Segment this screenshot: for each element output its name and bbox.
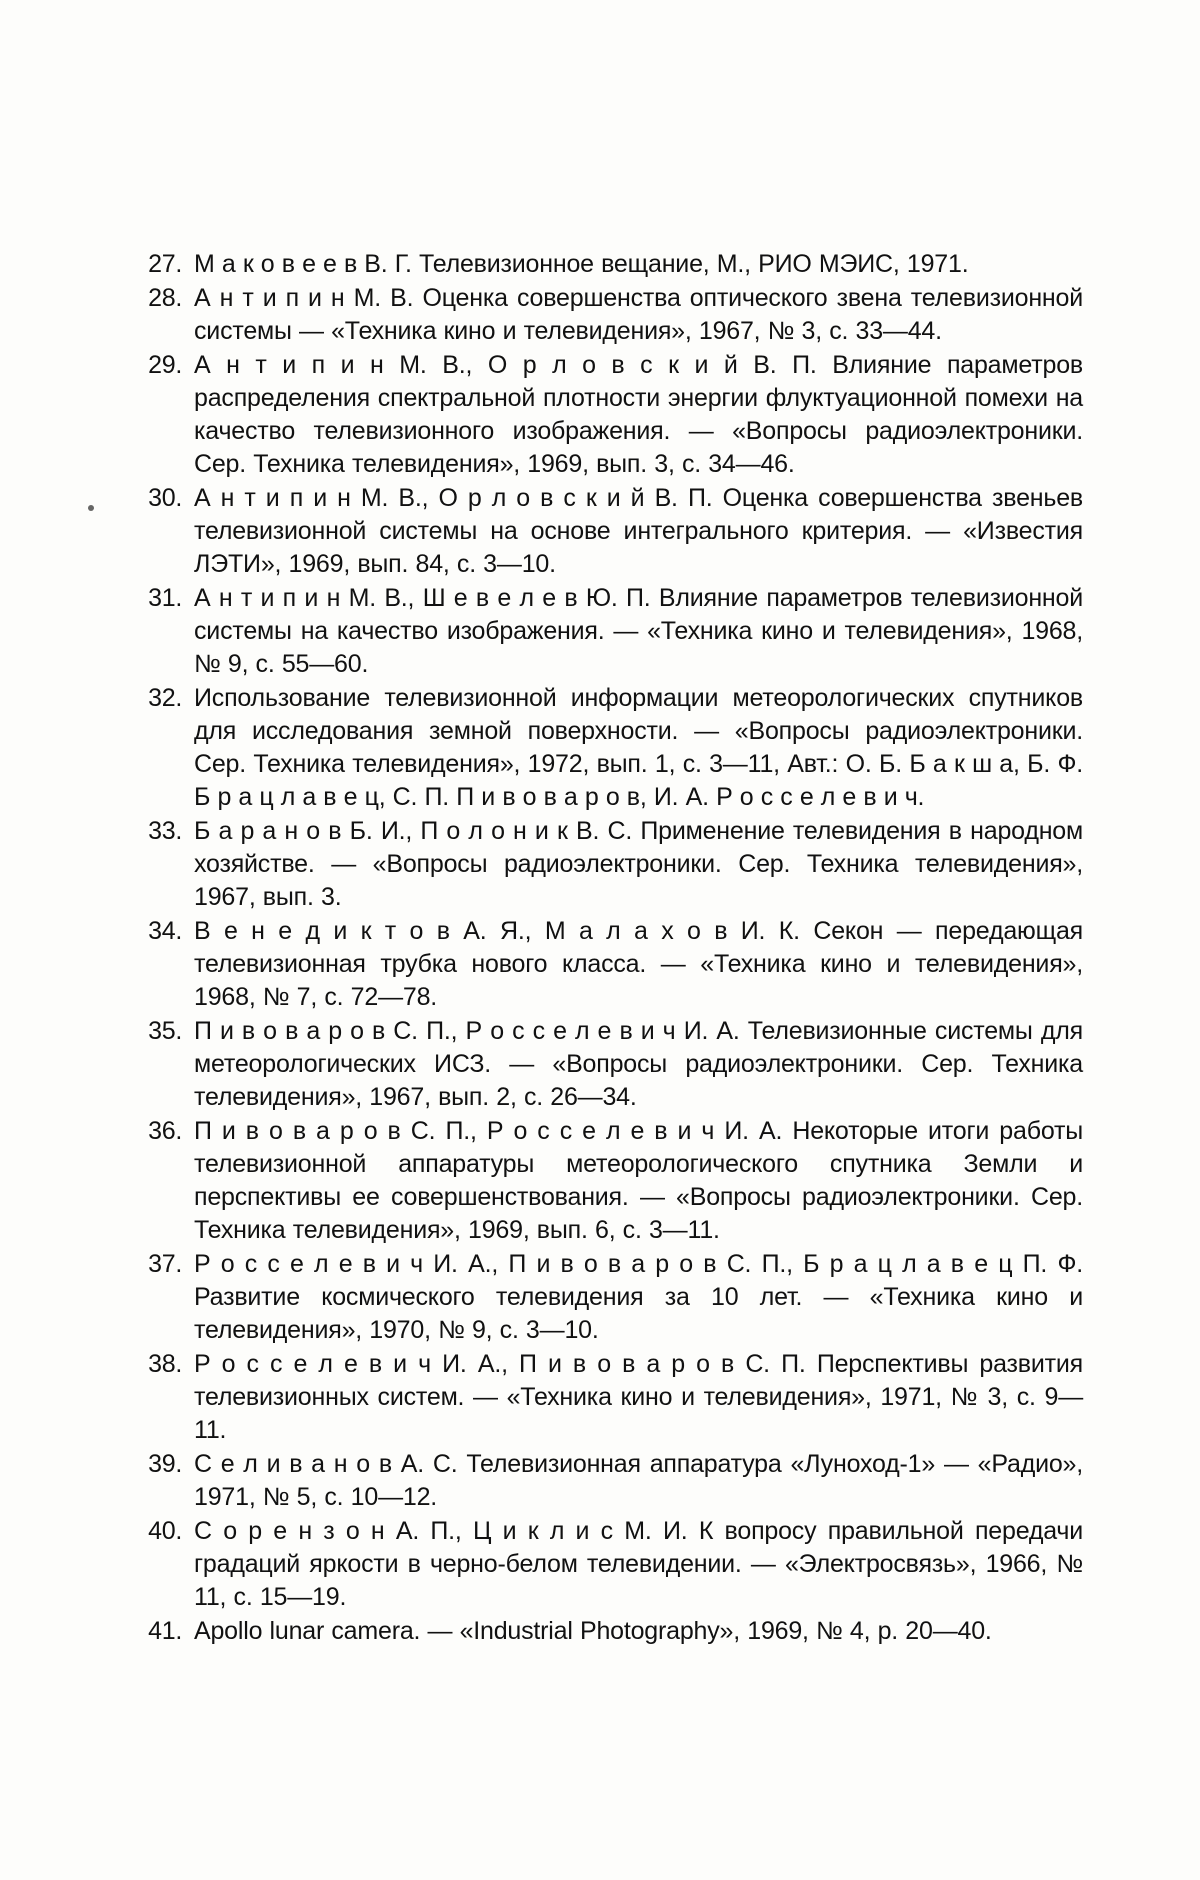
reference-number: 39.	[148, 1450, 182, 1478]
list-item	[138, 282, 1083, 348]
list-item	[138, 1448, 1083, 1514]
reference-text: С о р е н з о н А. П., Ц и к л и с М. И. К вопросу правильной передачи градаций яркости в черно-белом телевидении. — «Электросвязь», 1966, № 11, с. 15—19.	[194, 1517, 1083, 1611]
reference-number: 38.	[148, 1350, 182, 1378]
reference-number: 30.	[148, 484, 182, 512]
reference-text: П и в о в а р о в С. П., Р о с с е л е в и ч И. А. Некоторые итоги работы телевизионной аппаратуры метеорологического спутника Земли и перспективы ее совершенствования. — «Вопросы радиоэлектроники. Сер. Техника телевидения», 1969, вып. 6, с. 3—11.	[194, 1117, 1083, 1244]
list-item	[138, 915, 1083, 1014]
list-item	[138, 1015, 1083, 1114]
list-item	[138, 1348, 1083, 1447]
reference-number: 31.	[148, 584, 182, 612]
list-item	[138, 349, 1083, 481]
reference-text: А н т и п и н М. В., О р л о в с к и й В. П. Влияние параметров распределения спектральной плотности энергии флуктуационной помехи на качество телевизионного изображения. — «Вопросы радиоэлектроники. Сер. Техника телевидения», 1969, вып. 3, с. 34—46.	[194, 351, 1083, 478]
reference-text: А н т и п и н М. В. Оценка совершенства оптического звена телевизионной системы — «Техника кино и телевидения», 1967, № 3, с. 33—44.	[194, 284, 1083, 345]
reference-text: Использование телевизионной информации метеорологических спутников для исследования земной поверхности. — «Вопросы радиоэлектроники. Сер. Техника телевидения», 1972, вып. 1, с. 3—11, Авт.: О. Б. Б а к ш а, Б. Ф. Б р а ц л а в е ц, С. П. П и в о в а р о в, И. А. Р о с с е л е в и ч.	[194, 684, 1083, 811]
reference-number: 32.	[148, 684, 182, 712]
reference-text: В е н е д и к т о в А. Я., М а л а х о в И. К. Секон — передающая телевизионная трубка нового класса. — «Техника кино и телевидения», 1968, № 7, с. 72—78.	[194, 917, 1083, 1011]
reference-number: 36.	[148, 1117, 182, 1145]
reference-number: 40.	[148, 1517, 182, 1545]
list-item	[138, 1115, 1083, 1247]
reference-text: Б а р а н о в Б. И., П о л о н и к В. С. Применение телевидения в народном хозяйстве. — «Вопросы радиоэлектроники. Сер. Техника телевидения», 1967, вып. 3.	[194, 817, 1083, 911]
reference-text: М а к о в е е в В. Г. Телевизионное вещание, М., РИО МЭИС, 1971.	[194, 250, 969, 278]
margin-mark	[88, 505, 94, 511]
reference-number: 28.	[148, 284, 182, 312]
reference-text: Р о с с е л е в и ч И. А., П и в о в а р о в С. П. Перспективы развития телевизионных систем. — «Техника кино и телевидения», 1971, № 3, с. 9—11.	[194, 1350, 1083, 1444]
list-item	[138, 1515, 1083, 1614]
list-item	[138, 1615, 1083, 1648]
list-item	[138, 815, 1083, 914]
reference-number: 41.	[148, 1617, 182, 1645]
list-item	[138, 682, 1083, 814]
reference-text: П и в о в а р о в С. П., Р о с с е л е в и ч И. А. Телевизионные системы для метеорологических ИСЗ. — «Вопросы радиоэлектроники. Сер. Техника телевидения», 1967, вып. 2, с. 26—34.	[194, 1017, 1083, 1111]
reference-number: 29.	[148, 351, 182, 379]
reference-number: 34.	[148, 917, 182, 945]
list-item	[138, 1248, 1083, 1347]
reference-text: А н т и п и н М. В., Ш е в е л е в Ю. П. Влияние параметров телевизионной системы на качество изображения. — «Техника кино и телевидения», 1968, № 9, с. 55—60.	[194, 584, 1083, 678]
reference-text: С е л и в а н о в А. С. Телевизионная аппаратура «Луноход-1» — «Радио», 1971, № 5, с. 10—12.	[194, 1450, 1083, 1511]
reference-number: 35.	[148, 1017, 182, 1045]
reference-number: 27.	[148, 250, 182, 278]
list-item	[138, 248, 1083, 281]
reference-text: А н т и п и н М. В., О р л о в с к и й В. П. Оценка совершенства звеньев телевизионной системы на основе интегрального критерия. — «Известия ЛЭТИ», 1969, вып. 84, с. 3—10.	[194, 484, 1083, 578]
reference-number: 37.	[148, 1250, 182, 1278]
reference-number: 33.	[148, 817, 182, 845]
list-item	[138, 582, 1083, 681]
reference-text: Apollo lunar camera. — «Industrial Photography», 1969, № 4, р. 20—40.	[194, 1617, 992, 1645]
reference-text: Р о с с е л е в и ч И. А., П и в о в а р о в С. П., Б р а ц л а в е ц П. Ф. Развитие космического телевидения за 10 лет. — «Техника кино и телевидения», 1970, № 9, с. 3—10.	[194, 1250, 1083, 1344]
list-item	[138, 482, 1083, 581]
reference-list	[138, 248, 1083, 1649]
